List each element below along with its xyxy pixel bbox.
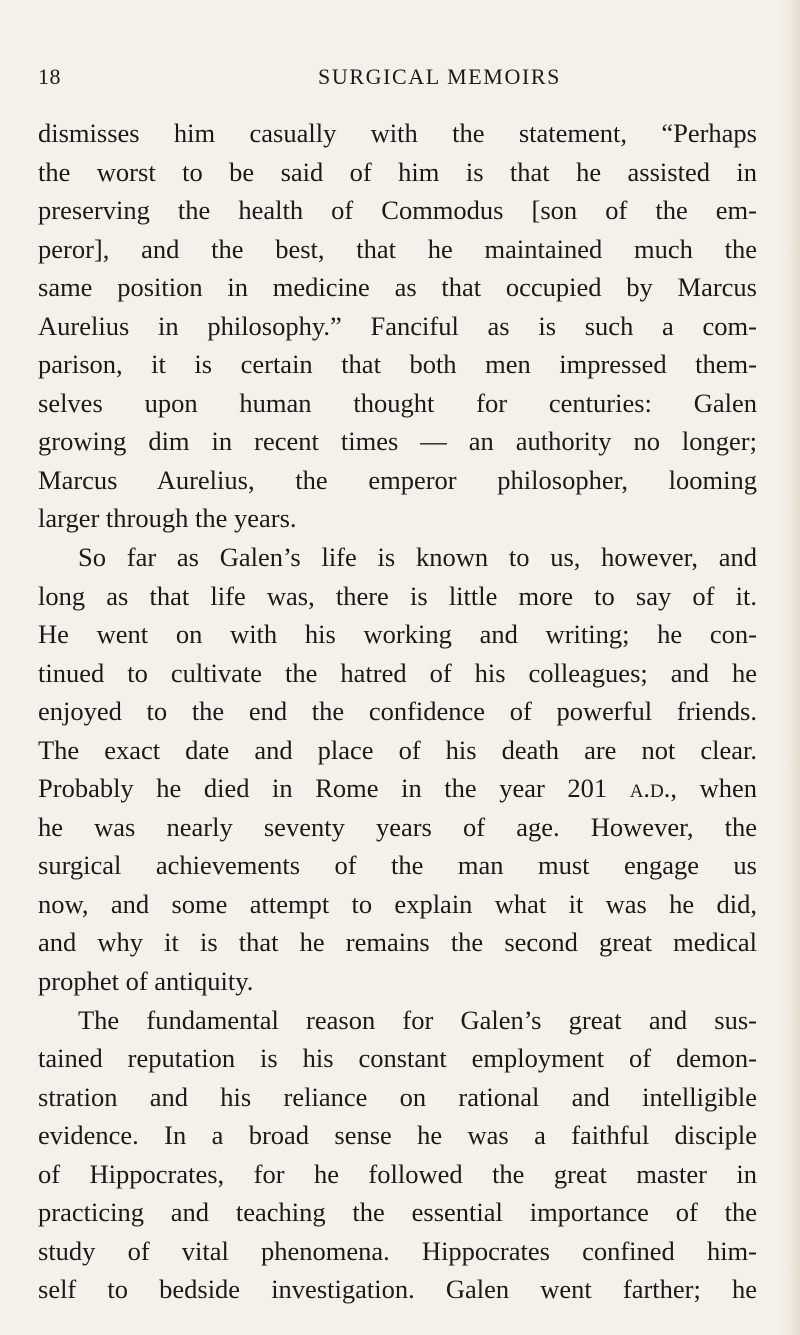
text-line: of Hippocrates, for he followed the great master in [38, 1158, 757, 1189]
page-number: 18 [38, 64, 61, 89]
text-line: long as that life was, there is little more to say of it. [38, 580, 757, 611]
running-head [0, 64, 800, 94]
text-line: stration and his reliance on rational and intelligible [38, 1081, 757, 1112]
text-line: growing dim in recent times — an authority no longer; [38, 426, 757, 457]
text-line: So far as Galen’s life is known to us, however, and [78, 542, 757, 573]
text-line: larger through the years. [38, 503, 297, 534]
text-line: tained reputation is his constant employment of demon- [38, 1043, 757, 1074]
text-line: he was nearly seventy years of age. However, the [38, 811, 757, 842]
text-line: Probably he died in Rome in the year 201 a.d., when [38, 773, 757, 804]
text-line: evidence. In a broad sense he was a faithful disciple [38, 1120, 757, 1151]
text-line: and why it is that he remains the second great medical [38, 927, 757, 958]
text-line: dismisses him casually with the statement, “Perhaps [38, 118, 757, 148]
text-line: surgical achievements of the man must engage us [38, 850, 757, 881]
text-line: The exact date and place of his death are not clear. [38, 734, 757, 765]
text-line: practicing and teaching the essential importance of the [38, 1197, 757, 1228]
text-line: selves upon human thought for centuries: Galen [38, 387, 757, 418]
body-text [38, 114, 757, 1309]
text-line: the worst to be said of him is that he assisted in [38, 156, 757, 187]
era-abbreviation: a.d. [629, 773, 671, 804]
text-line: peror], and the best, that he maintained much the [38, 233, 757, 264]
text-line: parison, it is certain that both men impressed them- [38, 349, 757, 380]
text-line: same position in medicine as that occupied by Marcus [38, 272, 757, 303]
text-line: Aurelius in philosophy.” Fanciful as is such a com- [38, 310, 757, 341]
page-edge-shadow [782, 0, 800, 1335]
running-title: SURGICAL MEMOIRS [318, 64, 561, 89]
text-line: tinued to cultivate the hatred of his colleagues; and he [38, 657, 757, 688]
text-line: study of vital phenomena. Hippocrates confined him- [38, 1235, 757, 1266]
text-line: prophet of antiquity. [38, 966, 254, 997]
text-line: The fundamental reason for Galen’s great and sus- [78, 1004, 757, 1035]
text-line: self to bedside investigation. Galen went farther; he [38, 1274, 757, 1305]
text-line: He went on with his working and writing; he con- [38, 619, 757, 650]
text-line: enjoyed to the end the confidence of powerful friends. [38, 696, 757, 727]
text-line: preserving the health of Commodus [son of the em- [38, 195, 757, 226]
text-line: Marcus Aurelius, the emperor philosopher, looming [38, 464, 757, 495]
text-line: now, and some attempt to explain what it was he did, [38, 888, 757, 919]
